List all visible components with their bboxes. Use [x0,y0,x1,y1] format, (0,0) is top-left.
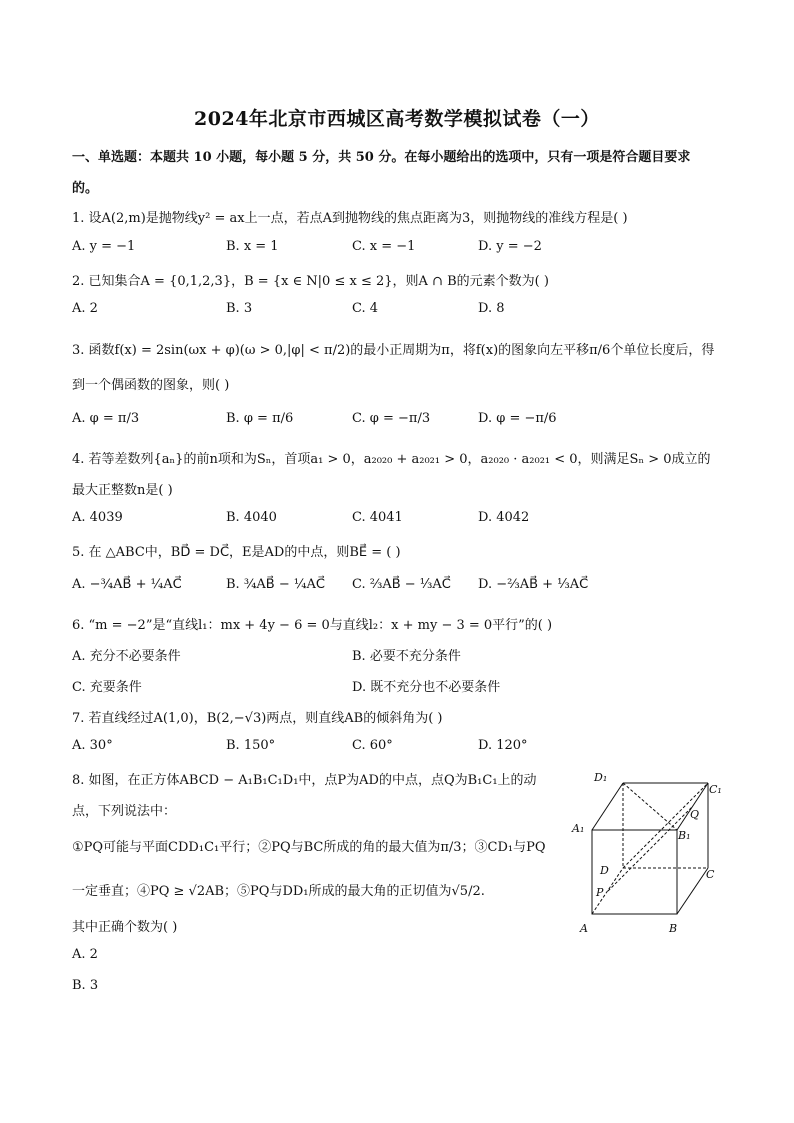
label-c1: C₁ [709,783,722,796]
question-4-stem: 4. 若等差数列{aₙ}的前n项和为Sₙ，首项a₁ > 0，a₂₀₂₀ + a₂₀₂₁ > 0，a₂₀₂₀ · a₂₀₂₁ < 0，则满足Sₙ > 0成立的 [72,452,711,467]
question-8-statements-1: ①PQ可能与平面CDD₁C₁平行；②PQ与BC所成的角的最大值为π/3；③CD₁与PQ [72,840,546,855]
q7-option-d[interactable]: D. 120° [478,738,528,753]
label-c: C [706,868,715,881]
question-8-prompt: 其中正确个数为( ) [72,920,178,935]
q5-option-c[interactable]: C. ⅔AB⃗ − ⅓AC⃗ [352,577,451,592]
q2-option-b[interactable]: B. 3 [226,301,253,316]
question-4-stem-cont: 最大正整数n是( ) [72,483,173,498]
page-title: 2024年北京市西城区高考数学模拟试卷（一） [194,108,600,130]
question-6-stem: 6. “m = −2”是“直线l₁：mx + 4y − 6 = 0与直线l₂：x + my − 3 = 0平行”的( ) [72,618,553,633]
q1-option-b[interactable]: B. x = 1 [226,239,279,254]
question-3-stem: 3. 函数f(x) = 2sin(ωx + φ)(ω > 0,|φ| < π/2)的最小正周期为π，将f(x)的图象向左平移π/6个单位长度后，得 [72,343,715,358]
q6-option-c[interactable]: C. 充要条件 [72,680,142,695]
label-d: D [600,864,609,877]
label-q: Q [690,808,700,821]
q4-option-c[interactable]: C. 4041 [352,510,403,525]
section-header: 一、单选题：本题共 10 小题，每小题 5 分，共 50 分。在每小题给出的选项中，只有一项是符合题目要求 [72,150,691,165]
question-7-stem: 7. 若直线经过A(1,0)，B(2,−√3)两点，则直线AB的倾斜角为( ) [72,711,443,726]
q7-option-c[interactable]: C. 60° [352,738,393,753]
label-b1: B₁ [678,829,691,842]
q1-option-c[interactable]: C. x = −1 [352,239,416,254]
label-b: B [669,922,678,935]
q3-option-b[interactable]: B. φ = π/6 [226,411,294,426]
q6-option-d[interactable]: D. 既不充分也不必要条件 [352,680,501,695]
q3-option-a[interactable]: A. φ = π/3 [72,411,140,426]
label-p: P [596,886,604,899]
label-a: A [580,922,588,935]
q2-option-a[interactable]: A. 2 [72,301,98,316]
q5-option-a[interactable]: A. −¾AB⃗ + ¼AC⃗ [72,577,182,592]
question-8-stem: 8. 如图，在正方体ABCD − A₁B₁C₁D₁中，点P为AD的中点，点Q为B₁C₁上的动 [72,773,537,788]
question-5-stem: 5. 在 △ABC中，BD⃗ = DC⃗，E是AD的中点，则BE⃗ = ( ) [72,545,401,560]
q2-option-d[interactable]: D. 8 [478,301,505,316]
q6-option-a[interactable]: A. 充分不必要条件 [72,649,181,664]
q3-option-c[interactable]: C. φ = −π/3 [352,411,431,426]
q7-option-a[interactable]: A. 30° [72,738,113,753]
q2-option-c[interactable]: C. 4 [352,301,379,316]
question-3-stem-cont: 到一个偶函数的图象，则( ) [72,378,230,393]
q1-option-a[interactable]: A. y = −1 [72,239,136,254]
q7-option-b[interactable]: B. 150° [226,738,276,753]
q4-option-d[interactable]: D. 4042 [478,510,530,525]
cube-figure [568,764,728,939]
q5-option-d[interactable]: D. −⅔AB⃗ + ⅓AC⃗ [478,577,589,592]
label-a1: A₁ [572,822,585,835]
label-d1: D₁ [594,771,608,784]
q8-option-a[interactable]: A. 2 [72,947,98,962]
q1-option-d[interactable]: D. y = −2 [478,239,542,254]
q6-option-b[interactable]: B. 必要不充分条件 [352,649,461,664]
question-8-statements-2: 一定垂直；④PQ ≥ √2AB；⑤PQ与DD₁所成的最大角的正切值为√5/2. [72,884,485,899]
q5-option-b[interactable]: B. ¾AB⃗ − ¼AC⃗ [226,577,325,592]
q4-option-b[interactable]: B. 4040 [226,510,277,525]
question-1-stem: 1. 设A(2,m)是抛物线y² = ax上一点，若点A到抛物线的焦点距离为3，则抛物线的准线方程是( ) [72,211,628,226]
question-8-stem-cont1: 点，下列说法中： [72,804,177,819]
q3-option-d[interactable]: D. φ = −π/6 [478,411,557,426]
q8-option-b[interactable]: B. 3 [72,978,99,993]
section-header-cont: 的。 [72,181,99,196]
q4-option-a[interactable]: A. 4039 [72,510,123,525]
question-2-stem: 2. 已知集合A = {0,1,2,3}，B = {x ∈ N|0 ≤ x ≤ 2}，则A ∩ B的元素个数为( ) [72,274,549,289]
